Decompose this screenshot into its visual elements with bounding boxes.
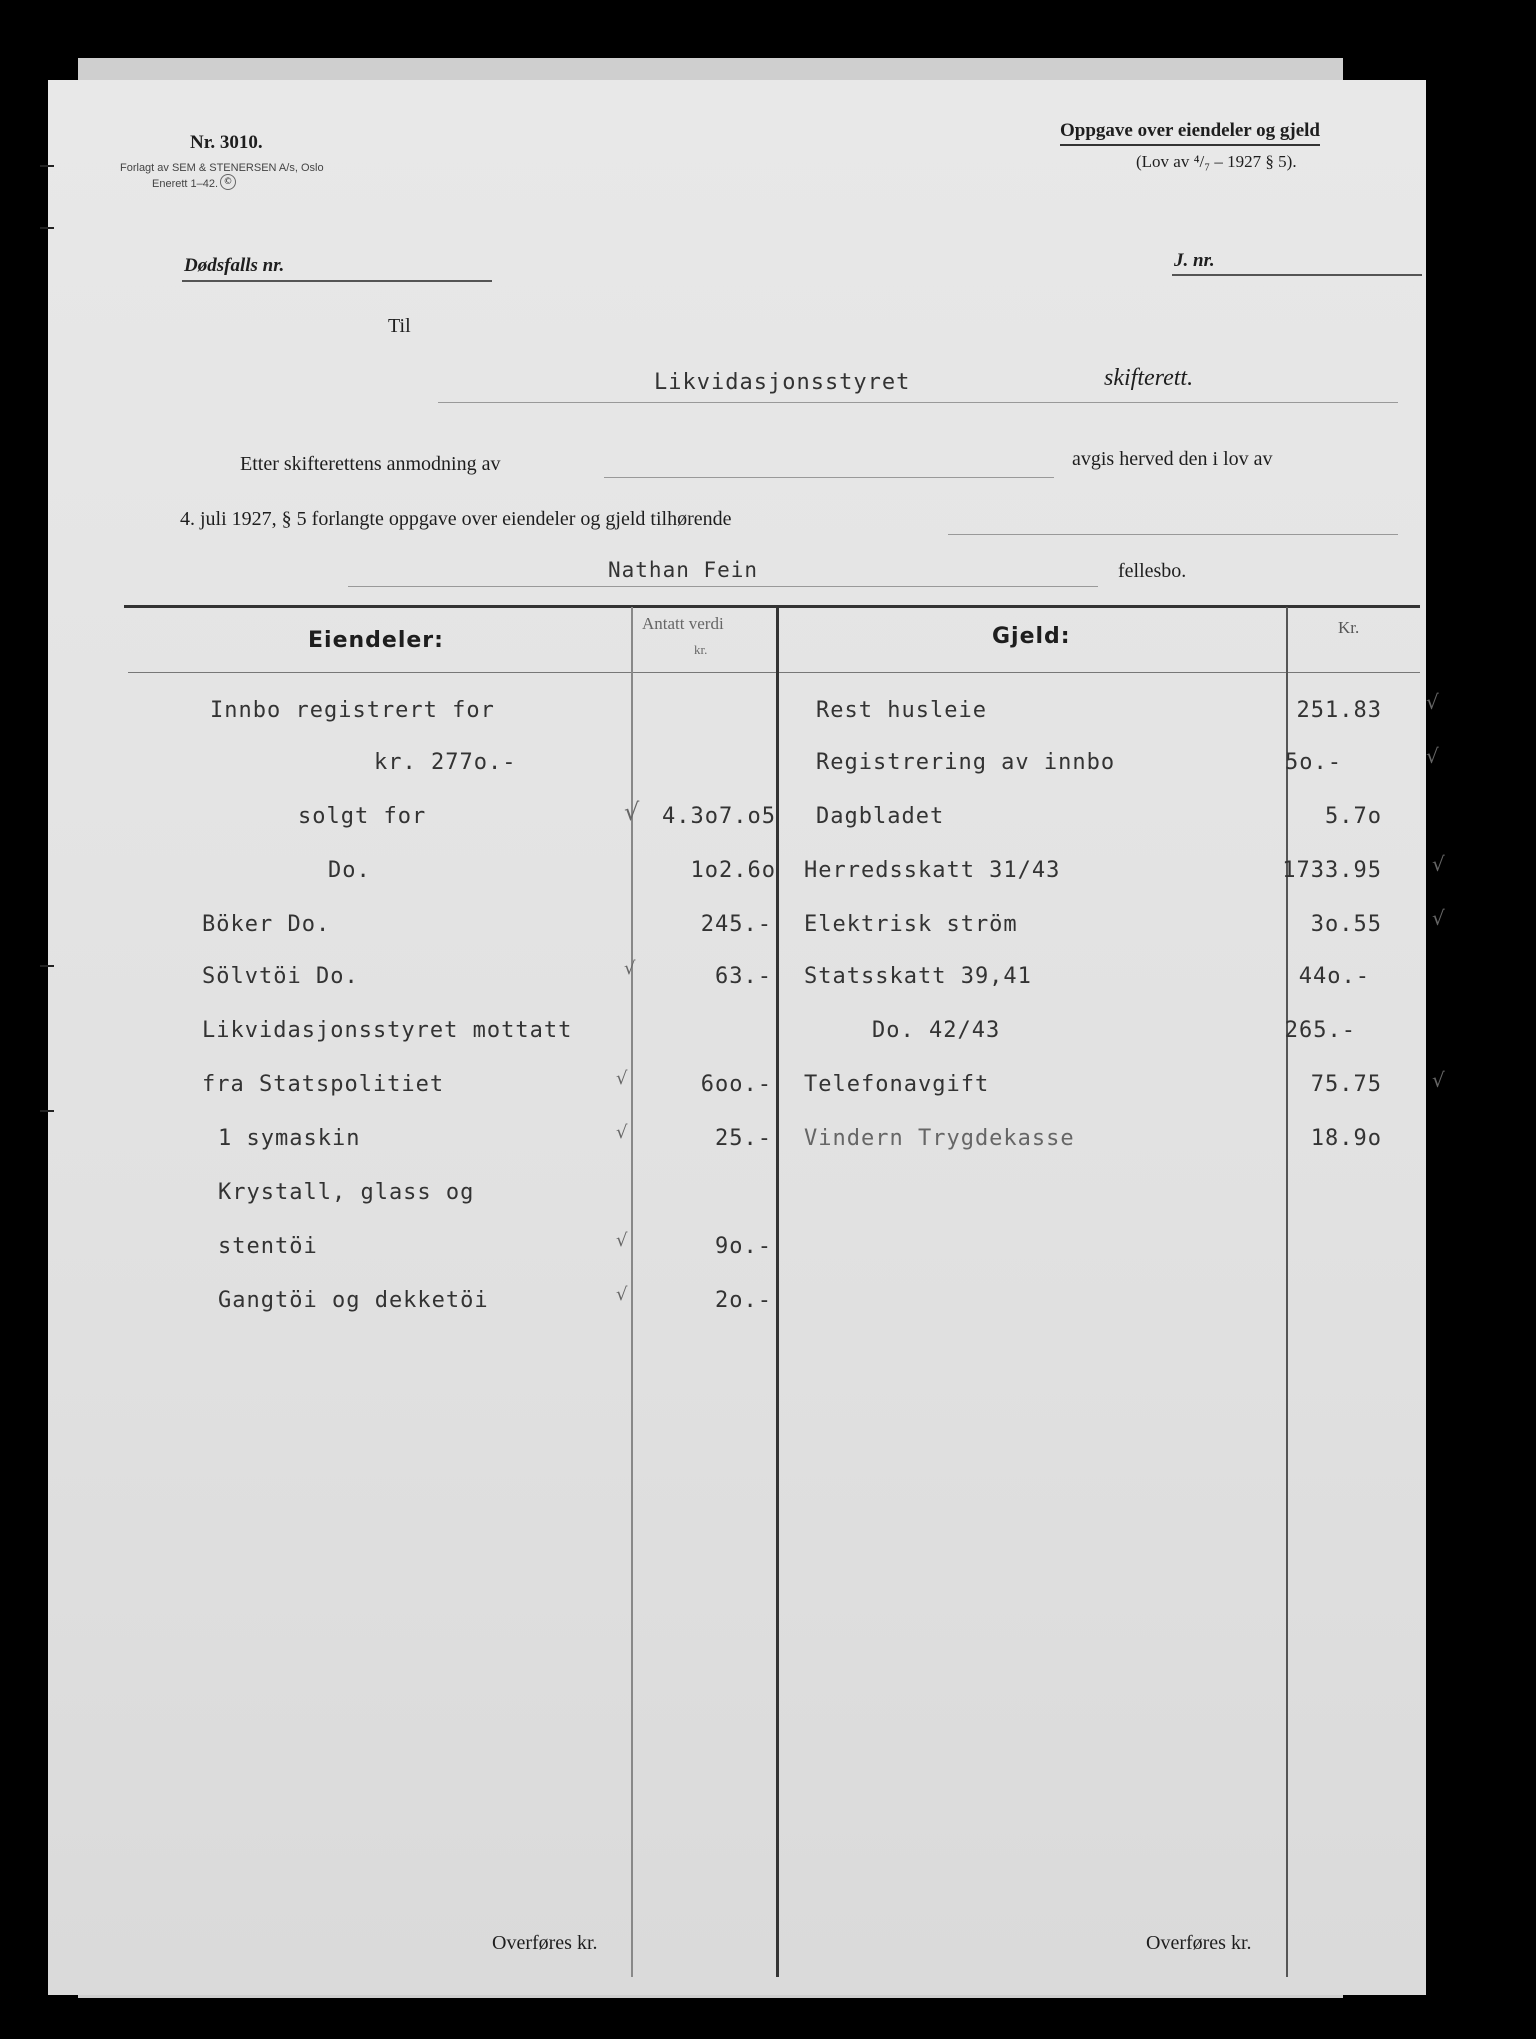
address-line (438, 402, 1398, 403)
debt-item: Rest husleie (816, 698, 987, 723)
margin-mark (40, 1110, 54, 1112)
debt-value: 1733.95 (1282, 858, 1382, 883)
center-divider (776, 607, 779, 1977)
owner-line (348, 586, 1098, 587)
asset-item: 1 symaskin (218, 1126, 361, 1151)
debt-item: Dagbladet (816, 804, 945, 829)
jnr-line (1172, 274, 1422, 276)
asset-item: Krystall, glass og (218, 1180, 475, 1205)
margin-mark (40, 227, 54, 229)
debt-item: Elektrisk ström (804, 912, 1018, 937)
assets-header: Eiendeler: (308, 628, 444, 653)
value-header-unit: kr. (694, 642, 708, 657)
debt-item: Herredsskatt 31/43 (804, 858, 1061, 883)
asset-item: Innbo registrert for (210, 698, 495, 723)
owner-name: Nathan Fein (608, 558, 759, 582)
debt-item: Vindern Trygdekasse (804, 1126, 1075, 1151)
debt-value: 251.83 (1296, 698, 1382, 723)
debt-value: 3o.55 (1310, 912, 1382, 937)
jnr-label: J. nr. (1174, 250, 1215, 271)
dodsfalls-line (182, 280, 492, 282)
asset-item: Sölvtöi Do. (202, 964, 359, 989)
check-mark-icon: √ (624, 798, 640, 826)
debt-value: 5.7o (1325, 804, 1382, 829)
asset-item: Likvidasjonsstyret mottatt (202, 1018, 573, 1043)
check-mark-icon: √ (624, 958, 636, 979)
dodsfalls-label: Dødsfalls nr. (184, 255, 285, 276)
asset-item: stentöi (218, 1234, 318, 1259)
check-mark-icon: √ (616, 1230, 628, 1251)
debts-value-divider (1286, 607, 1288, 1977)
asset-value: 245.- (700, 912, 772, 937)
asset-value: 2o.- (715, 1288, 772, 1313)
debt-value: 5o.- (1285, 750, 1342, 775)
carry-over-right: Overføres kr. (1146, 1932, 1252, 1954)
law-text-line (948, 534, 1398, 535)
asset-value: 25.- (715, 1126, 772, 1151)
request-date-line (604, 477, 1054, 478)
table-header-rule (128, 672, 1420, 673)
check-mark-icon: √ (1426, 690, 1439, 714)
asset-value: 9o.- (715, 1234, 772, 1259)
debt-item: Registrering av innbo (816, 750, 1116, 775)
asset-item: fra Statspolitiet (202, 1072, 445, 1097)
fellesbo-label: fellesbo. (1118, 560, 1187, 582)
debt-value: 44o.- (1298, 964, 1370, 989)
request-text: Etter skifterettens anmodning av (240, 453, 501, 475)
check-mark-icon: √ (616, 1068, 628, 1089)
form-title: Oppgave over eiendeler og gjeld (1060, 120, 1320, 146)
margin-mark (40, 965, 54, 967)
kr-header: Kr. (1338, 618, 1360, 637)
asset-item: solgt for (298, 804, 427, 829)
asset-value: 63.- (715, 964, 772, 989)
debt-item: Do. 42/43 (872, 1018, 1001, 1043)
request-text-right: avgis herved den i lov av (1072, 448, 1273, 470)
check-mark-icon: √ (1426, 744, 1439, 768)
check-mark-icon: √ (616, 1284, 628, 1305)
law-text: 4. juli 1927, § 5 forlangte oppgave over eiendeler og gjeld tilhørende (180, 508, 732, 530)
asset-item: Böker Do. (202, 912, 331, 937)
document-page (48, 80, 1445, 1995)
debt-value: 75.75 (1310, 1072, 1382, 1097)
til-label: Til (388, 315, 411, 337)
check-mark-icon: √ (1432, 852, 1445, 876)
value-header: Antatt verdi (642, 614, 724, 633)
debt-value: 18.9o (1310, 1126, 1382, 1151)
publisher-line: Forlagt av SEM & STENERSEN A/s, Oslo (120, 162, 324, 174)
check-mark-icon: √ (1432, 906, 1445, 930)
law-reference: (Lov av ⁴/₇ – 1927 § 5). (1136, 152, 1297, 171)
asset-item: kr. 277o.- (374, 750, 517, 775)
table-top-rule (124, 605, 1420, 608)
debt-value: 265.- (1284, 1018, 1356, 1043)
asset-value: 6oo.- (700, 1072, 772, 1097)
asset-item: Gangtöi og dekketöi (218, 1288, 489, 1313)
court-label: skifterett. (1104, 365, 1194, 391)
copyright-seal-icon: © (220, 174, 236, 190)
check-mark-icon: √ (1432, 1068, 1445, 1092)
check-mark-icon: √ (616, 1122, 628, 1143)
debt-item: Telefonavgift (804, 1072, 990, 1097)
publisher-line: Enerett 1–42. (152, 178, 219, 190)
form-number: Nr. 3010. (190, 132, 263, 153)
authority-name: Likvidasjonsstyret (654, 370, 911, 395)
debt-item: Statsskatt 39,41 (804, 964, 1032, 989)
margin-mark (40, 165, 54, 167)
debts-header: Gjeld: (992, 624, 1071, 649)
asset-item: Do. (328, 858, 371, 883)
asset-value: 4.3o7.o5 (662, 804, 776, 829)
carry-over-left: Overføres kr. (492, 1932, 598, 1954)
asset-value: 1o2.6o (690, 858, 776, 883)
